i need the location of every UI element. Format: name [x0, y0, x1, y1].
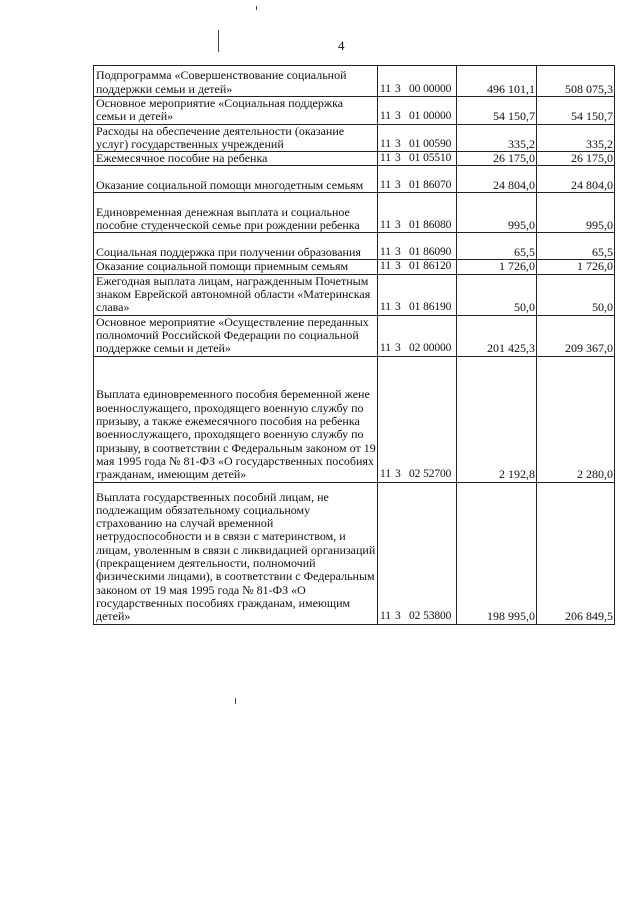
row-title: Подпрограмма «Совершенствование социальной поддержки семьи и детей» — [94, 66, 378, 97]
table-row — [94, 260, 615, 274]
amount-year-2: 995,0 — [537, 193, 615, 233]
row-title: Выплата государственных пособий лицам, не подлежащим обязательному социальному страхованию на случай временной нетрудоспособности и в связи с материнством, и лицам, уволенным в связи с ликвидацией организаций (прекращением деятельности, полномочий физическими лицами), в соответствии с Федеральным законом от 19 мая 1995 года № 81-ФЗ «О государственных пособиях гражданам, имеющим детей» — [94, 482, 378, 624]
row-code — [378, 66, 457, 97]
amount-year-2: 206 849,5 — [537, 482, 615, 624]
row-code — [378, 124, 457, 152]
row-title: Основное мероприятие «Социальная поддержка семьи и детей» — [94, 97, 378, 125]
row-code — [378, 260, 457, 274]
table-row — [94, 97, 615, 125]
table-row — [94, 66, 615, 97]
scan-mark-bottom — [235, 698, 236, 704]
code-segment: 3 — [395, 342, 401, 355]
code-segment: 01 86090 — [409, 246, 452, 259]
page-number: 4 — [338, 38, 345, 53]
code-segment: 3 — [395, 610, 401, 623]
code-segment: 3 — [395, 179, 401, 192]
table-row — [94, 356, 615, 482]
amount-year-1: 24 804,0 — [457, 166, 537, 193]
code-segment: 01 00590 — [409, 137, 452, 150]
row-title: Основное мероприятие «Осуществление переданных полномочий Российской Федерации по социальной поддержке семьи и детей» — [94, 315, 378, 356]
code-segment: 02 00000 — [409, 342, 452, 355]
table-row — [94, 166, 615, 193]
amount-year-2: 50,0 — [537, 274, 615, 315]
table-row — [94, 193, 615, 233]
code-segment: 02 53800 — [409, 610, 452, 623]
row-title: Единовременная денежная выплата и социальное пособие студенческой семье при рождении ребенка — [94, 193, 378, 233]
code-segment: 3 — [395, 152, 401, 165]
code-segment: 3 — [395, 260, 401, 273]
table-row — [94, 152, 615, 166]
row-title: Оказание социальной помощи приемным семьям — [94, 260, 378, 274]
row-code — [378, 193, 457, 233]
code-segment: 01 86190 — [409, 301, 452, 314]
row-code — [378, 482, 457, 624]
code-segment: 3 — [395, 110, 401, 123]
amount-year-1: 26 175,0 — [457, 152, 537, 166]
table-row — [94, 315, 615, 356]
scan-mark-top-small — [256, 6, 257, 10]
code-segment: 11 — [380, 152, 391, 165]
row-title: Оказание социальной помощи многодетным семьям — [94, 166, 378, 193]
amount-year-1: 65,5 — [457, 233, 537, 260]
code-segment: 3 — [395, 82, 401, 95]
code-segment: 02 52700 — [409, 468, 452, 481]
amount-year-1: 54 150,7 — [457, 97, 537, 125]
scan-mark-top — [218, 30, 219, 52]
code-segment: 11 — [380, 179, 391, 192]
amount-year-1: 2 192,8 — [457, 356, 537, 482]
code-segment: 11 — [380, 342, 391, 355]
amount-year-2: 54 150,7 — [537, 97, 615, 125]
row-code — [378, 166, 457, 193]
table-row — [94, 274, 615, 315]
row-code — [378, 356, 457, 482]
table-row — [94, 482, 615, 624]
code-segment: 11 — [380, 301, 391, 314]
row-title: Ежегодная выплата лицам, награжденным Почетным знаком Еврейской автономной области «Материнская слава» — [94, 274, 378, 315]
code-segment: 11 — [380, 219, 391, 232]
amount-year-1: 50,0 — [457, 274, 537, 315]
amount-year-1: 201 425,3 — [457, 315, 537, 356]
amount-year-2: 1 726,0 — [537, 260, 615, 274]
code-segment: 01 86080 — [409, 219, 452, 232]
code-segment: 11 — [380, 610, 391, 623]
table-row — [94, 124, 615, 152]
code-segment: 3 — [395, 137, 401, 150]
code-segment: 3 — [395, 301, 401, 314]
code-segment: 01 00000 — [409, 110, 452, 123]
amount-year-2: 2 280,0 — [537, 356, 615, 482]
row-title: Социальная поддержка при получении образования — [94, 233, 378, 260]
code-segment: 3 — [395, 468, 401, 481]
amount-year-1: 496 101,1 — [457, 66, 537, 97]
code-segment: 00 00000 — [409, 82, 452, 95]
amount-year-2: 209 367,0 — [537, 315, 615, 356]
row-code — [378, 274, 457, 315]
code-segment: 11 — [380, 260, 391, 273]
row-title: Расходы на обеспечение деятельности (оказание услуг) государственных учреждений — [94, 124, 378, 152]
amount-year-2: 24 804,0 — [537, 166, 615, 193]
amount-year-1: 995,0 — [457, 193, 537, 233]
code-segment: 01 86070 — [409, 179, 452, 192]
amount-year-2: 335,2 — [537, 124, 615, 152]
code-segment: 11 — [380, 246, 391, 259]
row-code — [378, 97, 457, 125]
code-segment: 11 — [380, 82, 391, 95]
amount-year-2: 26 175,0 — [537, 152, 615, 166]
amount-year-1: 1 726,0 — [457, 260, 537, 274]
amount-year-2: 508 075,3 — [537, 66, 615, 97]
budget-table — [93, 65, 615, 625]
table-row — [94, 233, 615, 260]
code-segment: 01 86120 — [409, 260, 452, 273]
code-segment: 11 — [380, 137, 391, 150]
amount-year-1: 198 995,0 — [457, 482, 537, 624]
row-title: Выплата единовременного пособия беременной жене военнослужащего, проходящего военную службу по призыву, а также ежемесячного пособия на ребенка военнослужащего, проходящего военную службу по призыву, в соответствии с Федеральным законом от 19 мая 1995 года № 81-ФЗ «О государственных пособиях гражданам, имеющим детей» — [94, 356, 378, 482]
row-code — [378, 233, 457, 260]
amount-year-1: 335,2 — [457, 124, 537, 152]
row-title: Ежемесячное пособие на ребенка — [94, 152, 378, 166]
amount-year-2: 65,5 — [537, 233, 615, 260]
code-segment: 11 — [380, 110, 391, 123]
code-segment: 01 05510 — [409, 152, 452, 165]
code-segment: 11 — [380, 468, 391, 481]
row-code — [378, 152, 457, 166]
code-segment: 3 — [395, 219, 401, 232]
row-code — [378, 315, 457, 356]
budget-table-body — [94, 66, 615, 625]
code-segment: 3 — [395, 246, 401, 259]
